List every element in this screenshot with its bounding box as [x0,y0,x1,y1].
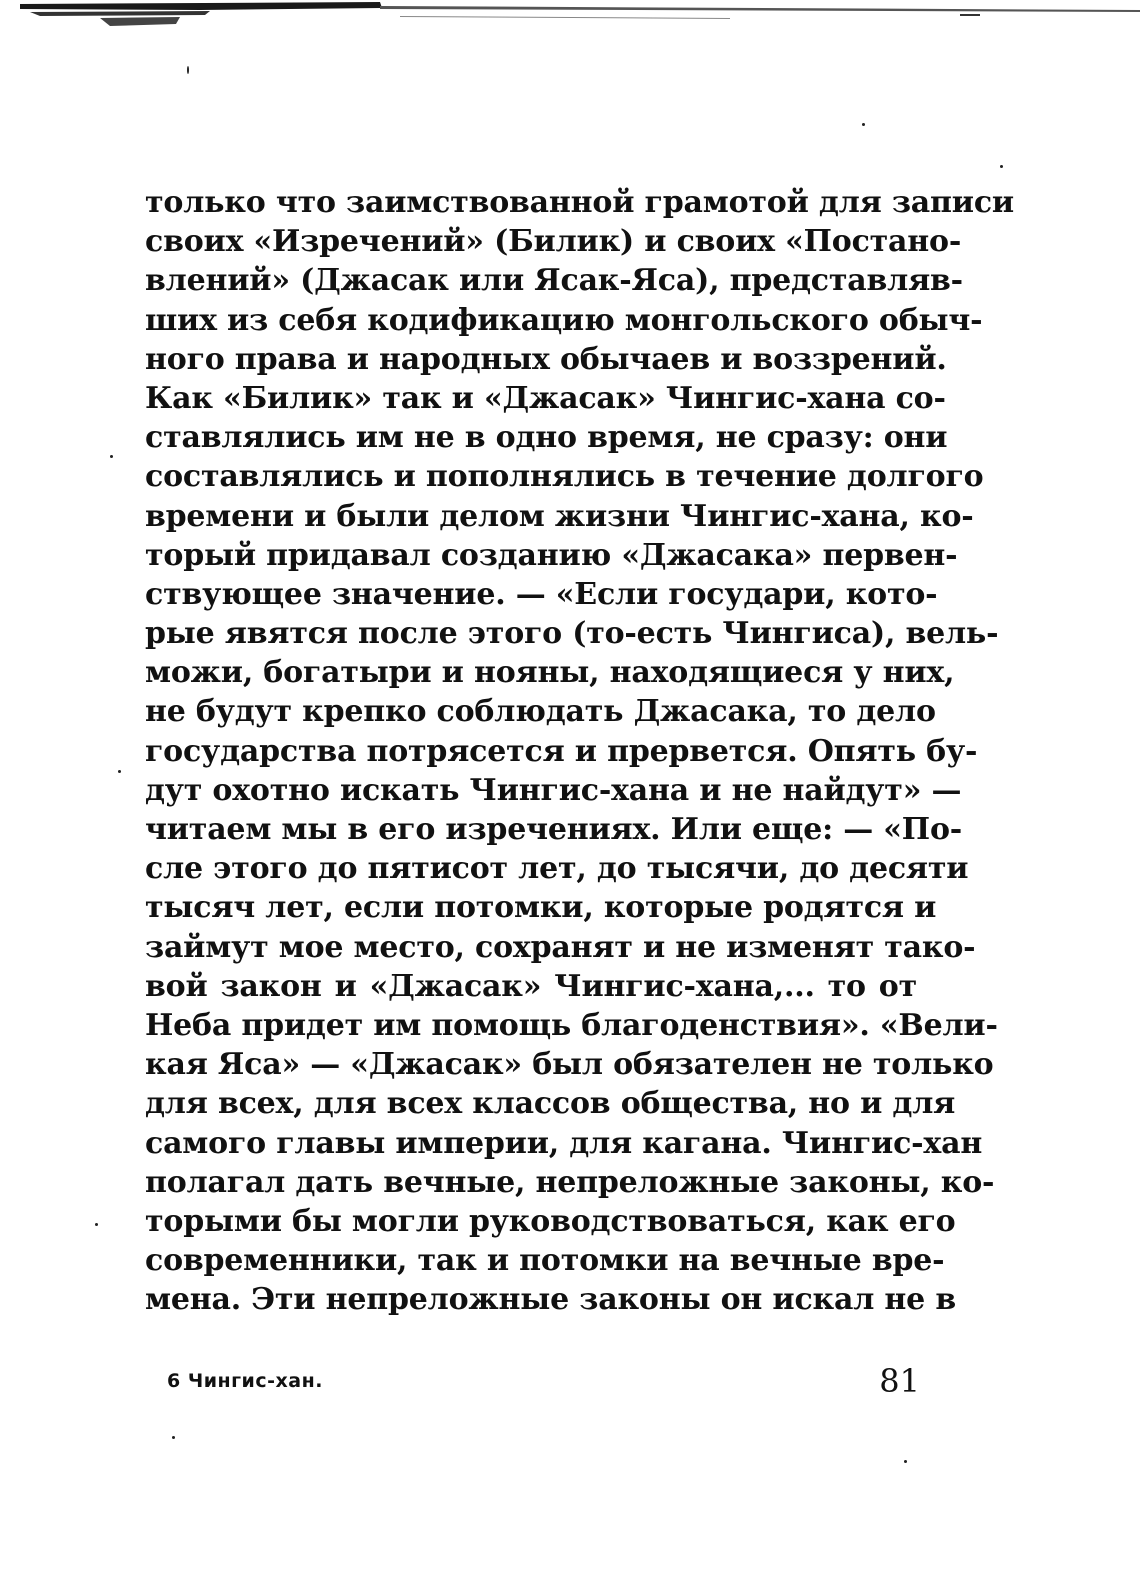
scan-edge-artifact [0,0,1140,40]
scan-speck [172,1436,175,1439]
text-line: для всех, для всех классов общества, но и для [145,1086,956,1122]
text-line: можи, богатыри и нояны, находящиеся у них, [145,655,955,691]
scan-speck [862,123,865,126]
text-line: Как «Билик» так и «Джасак» Чингис-хана со- [145,380,946,416]
scan-speck [1000,165,1003,168]
page-number: 81 [879,1362,920,1400]
text-line: ставлялись им не в одно время, не сразу: они [145,420,948,456]
text-line: рые явятся после этого (то-есть Чингиса), вель- [145,616,999,652]
text-line: своих «Изречений» (Билик) и своих «Постано- [145,224,962,260]
text-line: только что заимствованной грамотой для записи [145,185,1014,220]
text-line: вой закон и «Джасак» Чингис-хана,... то от [145,968,917,1004]
text-line: времени и были делом жизни Чингис-хана, ко- [145,498,974,534]
text-line: ствующее значение. — «Если государи, кото- [145,576,938,612]
body-text [145,183,1014,1319]
text-line: ших из себя кодификацию монгольского обыч- [145,302,983,338]
text-line: современники, так и потомки на вечные вре- [145,1243,945,1279]
text-line: не будут крепко соблюдать Джасака, то дело [145,694,936,730]
scan-speck [95,1223,98,1226]
text-line: государства потрясется и прервется. Опять бу- [145,733,978,769]
text-line: тысяч лет, если потомки, которые родятся и [145,890,937,926]
text-line: составлялись и пополнялись в течение долгого [145,459,984,495]
text-line: кая Яса» — «Джасак» был обязателен не только [145,1047,994,1083]
text-line: дут охотно искать Чингис-хана и не найдут» — [145,772,962,808]
page-footer [145,1362,920,1402]
scan-speck [110,455,113,458]
scan-speck [904,1460,907,1463]
text-line: читаем мы в его изречениях. Или еще: — «По- [145,812,963,847]
scan-speck [118,770,121,773]
text-line: самого главы империи, для кагана. Чингис-хан [145,1125,983,1161]
text-line: Неба придет им помощь благоденствия». «Вели- [145,1007,998,1043]
text-line: займут мое место, сохранят и не изменят тако- [145,929,976,965]
text-line: сле этого до пятисот лет, до тысячи, до десяти [145,851,969,887]
printer-signature: 6 Чингис-хан. [167,1370,323,1392]
scan-speck [187,66,189,74]
text-line: торый придавал созданию «Джасака» первен- [145,537,958,573]
text-line: мена. Эти непреложные законы он искал не в [145,1282,956,1318]
text-line: ного права и народных обычаев и воззрений. [145,341,947,377]
text-line: влений» (Джасак или Ясак-Яса), представляв- [145,263,963,299]
text-line: полагал дать вечные, непреложные законы, ко- [145,1164,995,1200]
text-line: торыми бы могли руководствоваться, как его [145,1203,956,1239]
